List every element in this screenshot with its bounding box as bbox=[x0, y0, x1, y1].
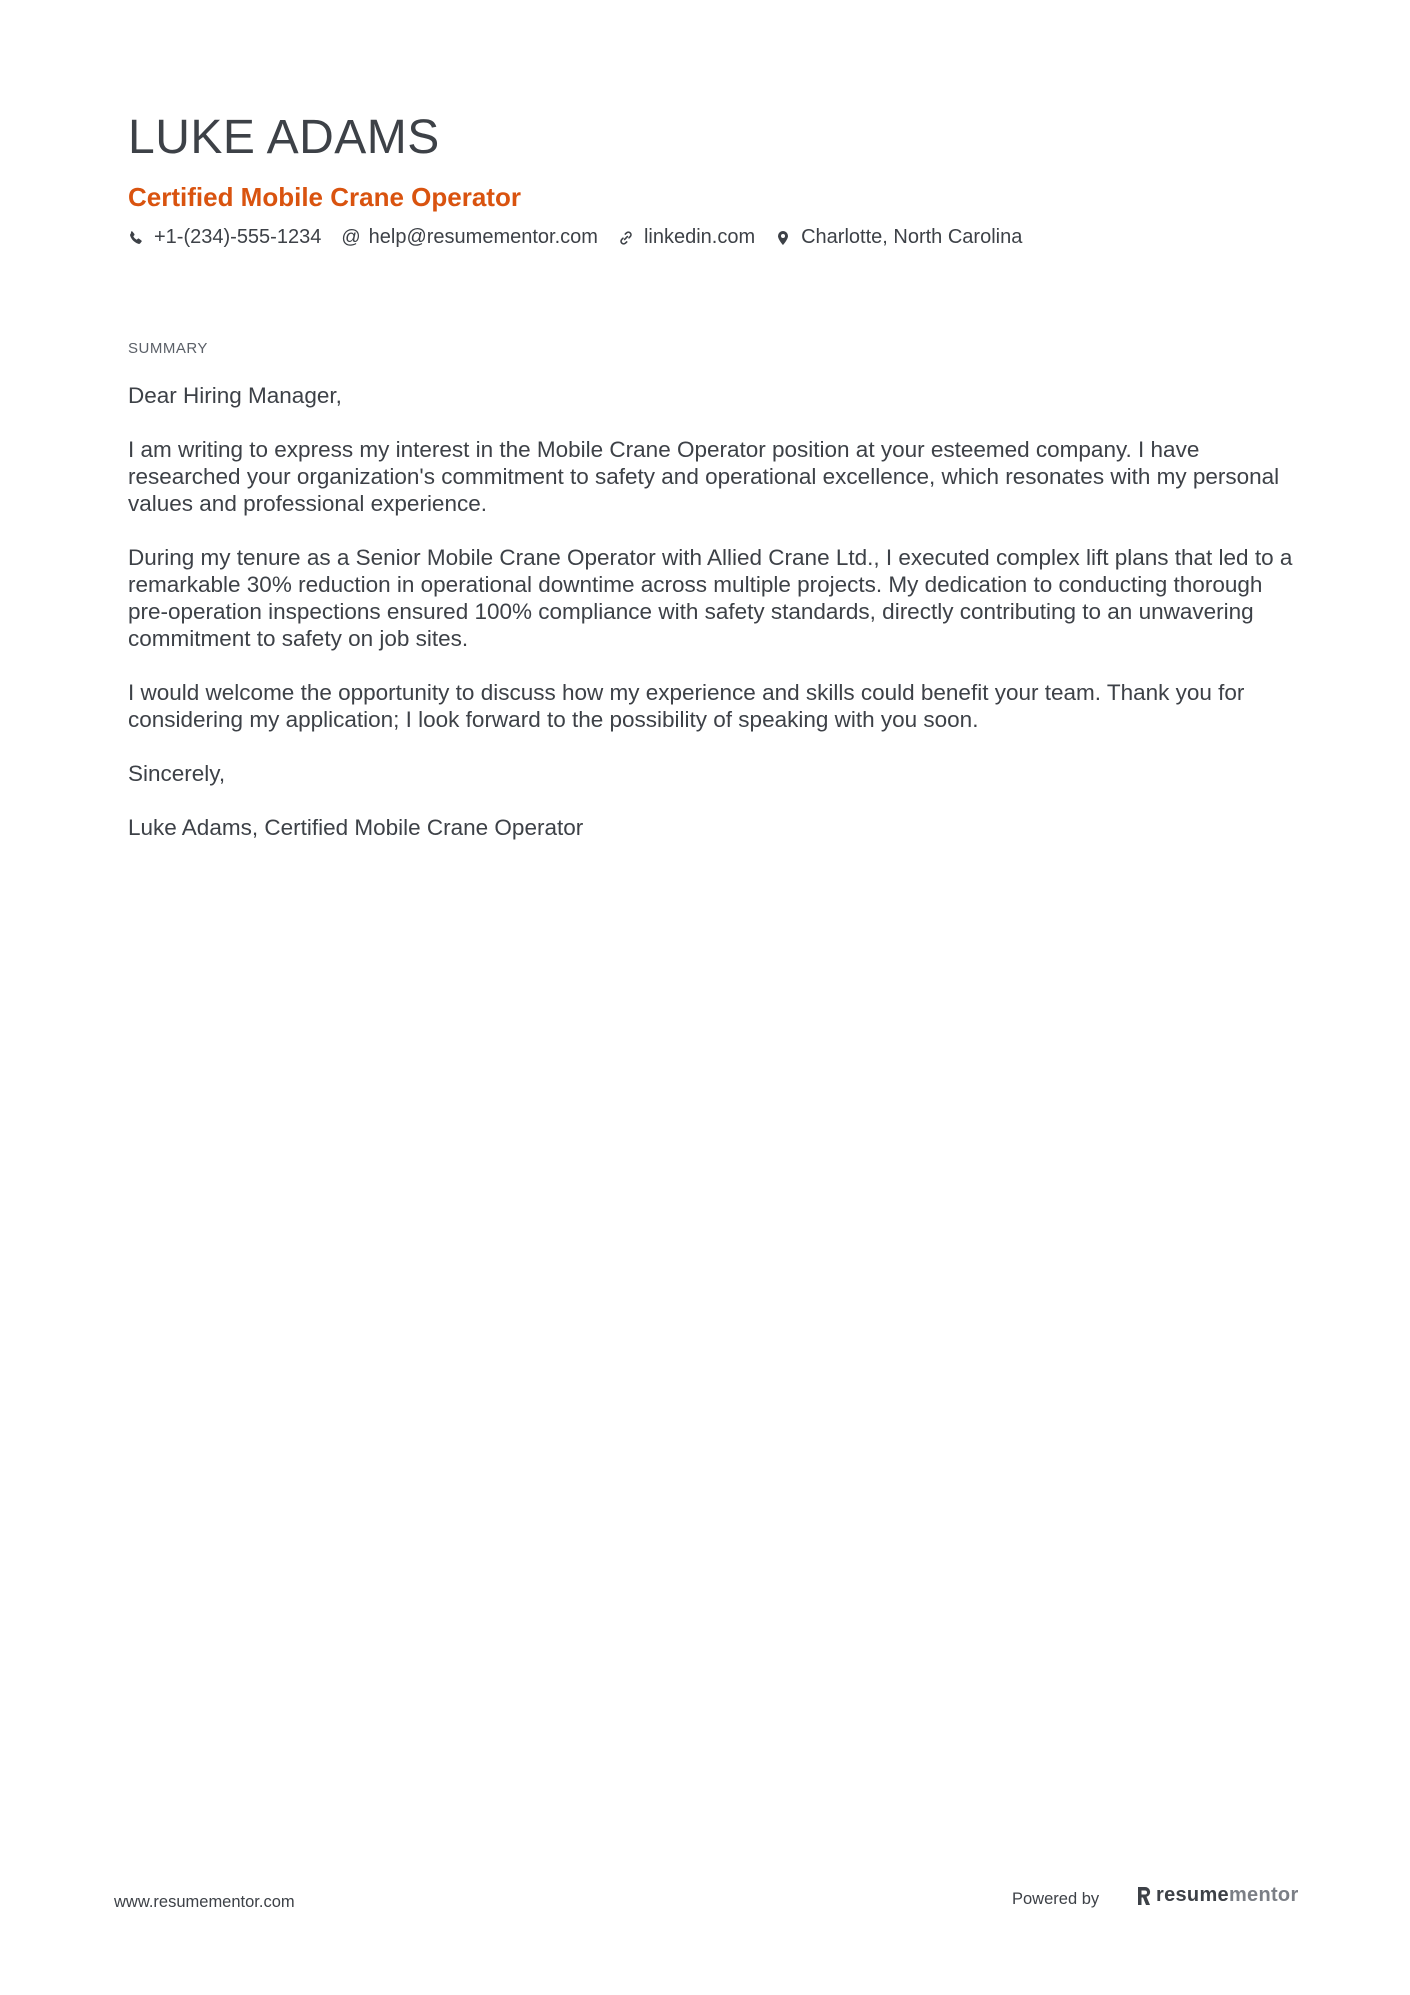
contact-location-text: Charlotte, North Carolina bbox=[801, 226, 1023, 248]
letter-paragraph: I am writing to express my interest in the Mobile Crane Operator position at your esteemed company. I have researched your organization's commitment to safety and operational excellence, which resonates with my personal values and professional experience. bbox=[128, 437, 1280, 516]
contact-email-text: help@resumementor.com bbox=[368, 226, 598, 248]
brand-logo[interactable] bbox=[1136, 1884, 1299, 1907]
contact-bar bbox=[128, 226, 1042, 249]
letter-signature: Luke Adams, Certified Mobile Crane Operator bbox=[128, 815, 584, 840]
contact-email[interactable] bbox=[341, 226, 598, 249]
section-heading-summary: SUMMARY bbox=[128, 340, 208, 357]
powered-by-label: Powered by bbox=[1012, 1890, 1100, 1908]
letter-paragraph: I would welcome the opportunity to discuss how my experience and skills could benefit your team. Thank you for considering my application; I look forward to the possibility of speaking with you soon. bbox=[128, 680, 1245, 732]
contact-link-text: linkedin.com bbox=[643, 226, 756, 248]
letter-greeting: Dear Hiring Manager, bbox=[128, 383, 342, 408]
letter-closing: Sincerely, bbox=[128, 761, 226, 786]
footer-website-link[interactable]: www.resumementor.com bbox=[114, 1893, 295, 1911]
contact-phone[interactable] bbox=[128, 226, 321, 249]
brand-name-part2: mentor bbox=[1228, 1884, 1299, 1906]
at-icon: @ bbox=[341, 226, 361, 248]
candidate-name: LUKE ADAMS bbox=[128, 111, 440, 164]
phone-icon bbox=[128, 230, 144, 246]
link-icon bbox=[618, 230, 634, 246]
contact-link[interactable] bbox=[618, 226, 755, 249]
contact-location bbox=[775, 226, 1022, 249]
location-pin-icon bbox=[775, 230, 791, 246]
candidate-title: Certified Mobile Crane Operator bbox=[128, 182, 521, 212]
letter-paragraph: During my tenure as a Senior Mobile Crane Operator with Allied Crane Ltd., I executed complex lift plans that led to a remarkable 30% reduction in operational downtime across multiple projects. My dedication to conducting thorough pre-operation inspections ensured 100% compliance with safety standards, directly contributing to an unwavering commitment to safety on job sites. bbox=[128, 545, 1293, 651]
brand-name-part1: resume bbox=[1156, 1884, 1229, 1906]
resumementor-logo-icon bbox=[1136, 1885, 1152, 1907]
contact-phone-text: +1-(234)-555-1234 bbox=[154, 226, 322, 248]
letter-body bbox=[128, 382, 1300, 868]
